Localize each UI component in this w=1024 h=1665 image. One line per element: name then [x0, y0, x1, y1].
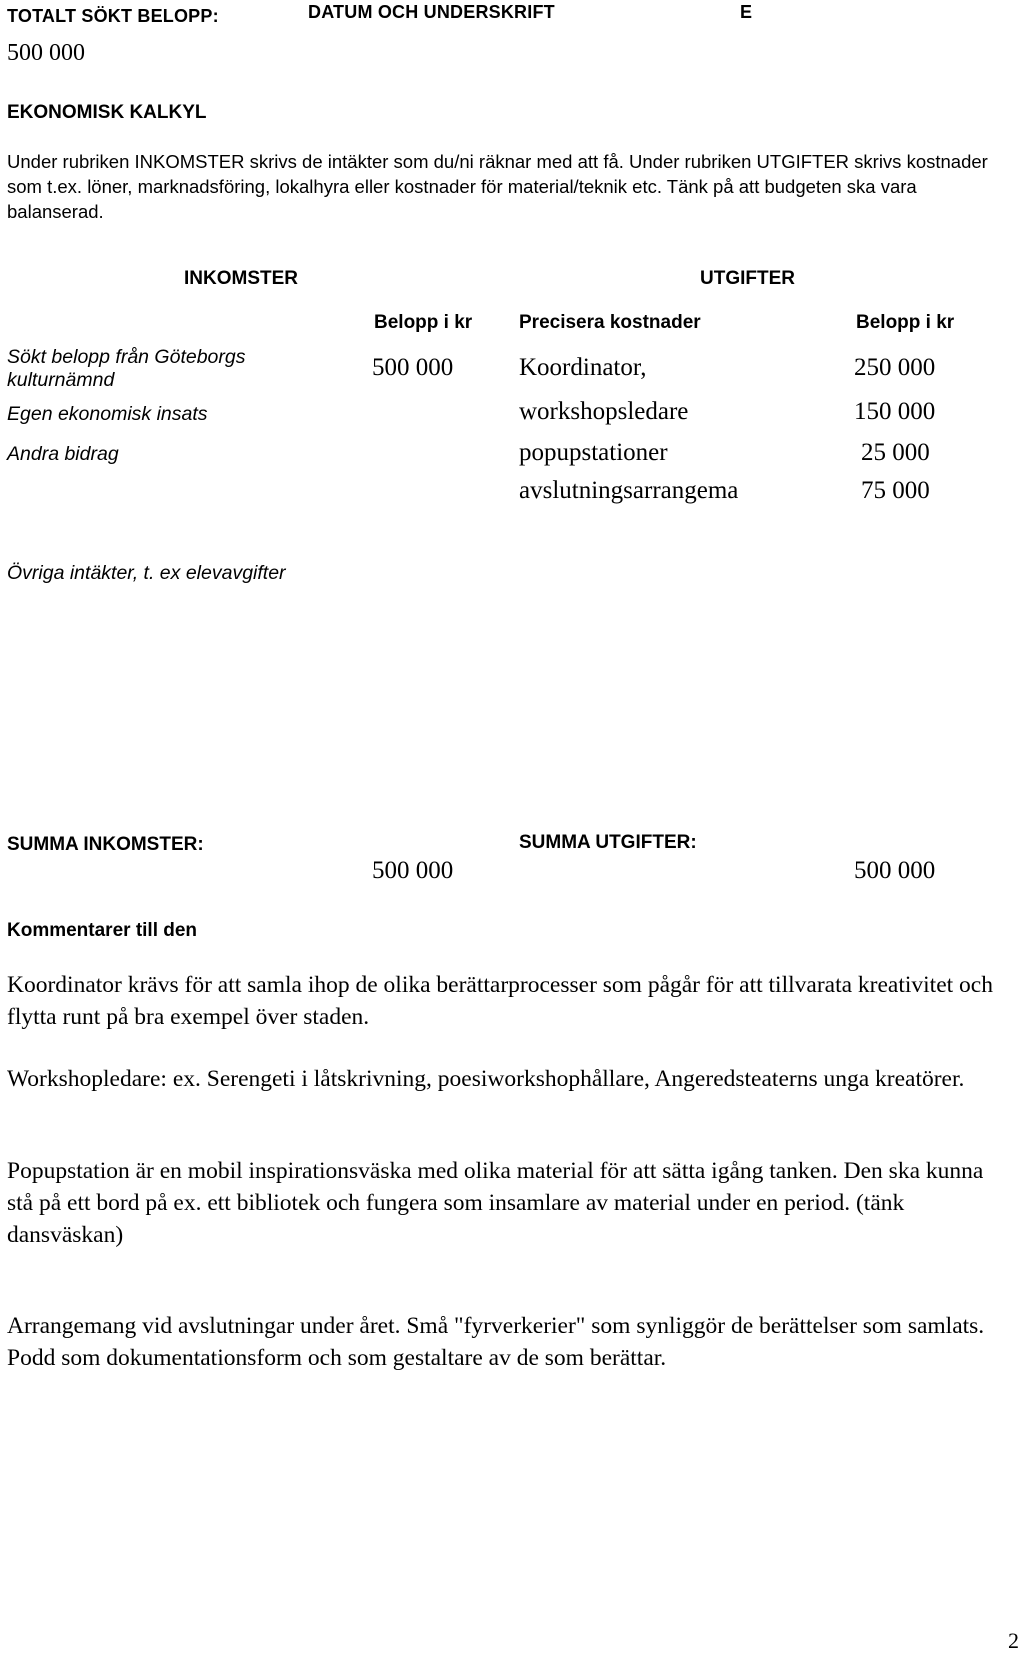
expense-row-value: 250 000 [854, 354, 936, 381]
expense-row-label: workshopsledare [519, 398, 689, 425]
expenses-amount-header: Belopp i kr [856, 312, 955, 333]
total-requested-label: TOTALT SÖKT BELOPP: [7, 6, 219, 26]
income-row-label: Övriga intäkter, t. ex elevavgifter [7, 562, 286, 584]
expense-row-label: Koordinator, [519, 354, 647, 381]
header-letter: E [740, 2, 753, 22]
expenses-sum-label: SUMMA UTGIFTER: [519, 832, 697, 853]
income-row-label: Egen ekonomisk insats [7, 403, 208, 425]
comments-heading: Kommentarer till den [7, 920, 198, 941]
date-signature-label: DATUM OCH UNDERSKRIFT [308, 2, 555, 22]
expense-row-label: popupstationer [519, 439, 668, 466]
income-sum-value: 500 000 [372, 857, 454, 884]
expense-row-label: avslutningsarrangema [519, 477, 739, 504]
section-title: EKONOMISK KALKYL [7, 102, 207, 123]
expenses-description-header: Precisera kostnader [519, 312, 701, 333]
comment-paragraph: Workshopledare: ex. Serengeti i låtskrivning, poesiworkshophållare, Angeredsteaterns unga kreatörer. [7, 1066, 965, 1092]
total-requested-value: 500 000 [7, 40, 85, 66]
expenses-sum-value: 500 000 [854, 857, 936, 884]
comment-paragraph: Arrangemang vid avslutningar under året. Små "fyrverkerier" som synliggör de berättelser som samlats. Podd som dokumentationsform och som gestaltare av de som berättar. [7, 1313, 985, 1371]
income-sum-label: SUMMA INKOMSTER: [7, 834, 204, 855]
section-intro: Under rubriken INKOMSTER skrivs de intäkter som du/ni räknar med att få. Under rubriken UTGIFTER skrivs kostnader som t.ex. löner, marknadsföring, lokalhyra eller kostnader för material/teknik etc. Tänk på att budgeten ska vara balanserad. [7, 151, 988, 222]
income-row-label: Andra bidrag [7, 443, 119, 465]
expense-row-value: 25 000 [861, 439, 930, 466]
comment-paragraph: Popupstation är en mobil inspirationsväska med olika material för att sätta igång tanken. Den ska kunna stå på ett bord på ex. ett bibliotek och fungera som insamlare av material under en period. (tänk dansväskan) [7, 1158, 984, 1248]
income-heading: INKOMSTER [184, 268, 298, 289]
expense-row-value: 75 000 [861, 477, 930, 504]
expenses-heading: UTGIFTER [700, 268, 795, 289]
comment-paragraph: Koordinator krävs för att samla ihop de olika berättarprocesser som pågår för att tillvarata kreativitet och flytta runt på bra exempel över staden. [7, 972, 993, 1030]
income-row-label: Sökt belopp från Göteborgs kulturnämnd [7, 346, 246, 391]
income-row-value: 500 000 [372, 354, 454, 381]
income-amount-header: Belopp i kr [374, 312, 473, 333]
page-number: 2 [1008, 1628, 1019, 1653]
expense-row-value: 150 000 [854, 398, 936, 425]
